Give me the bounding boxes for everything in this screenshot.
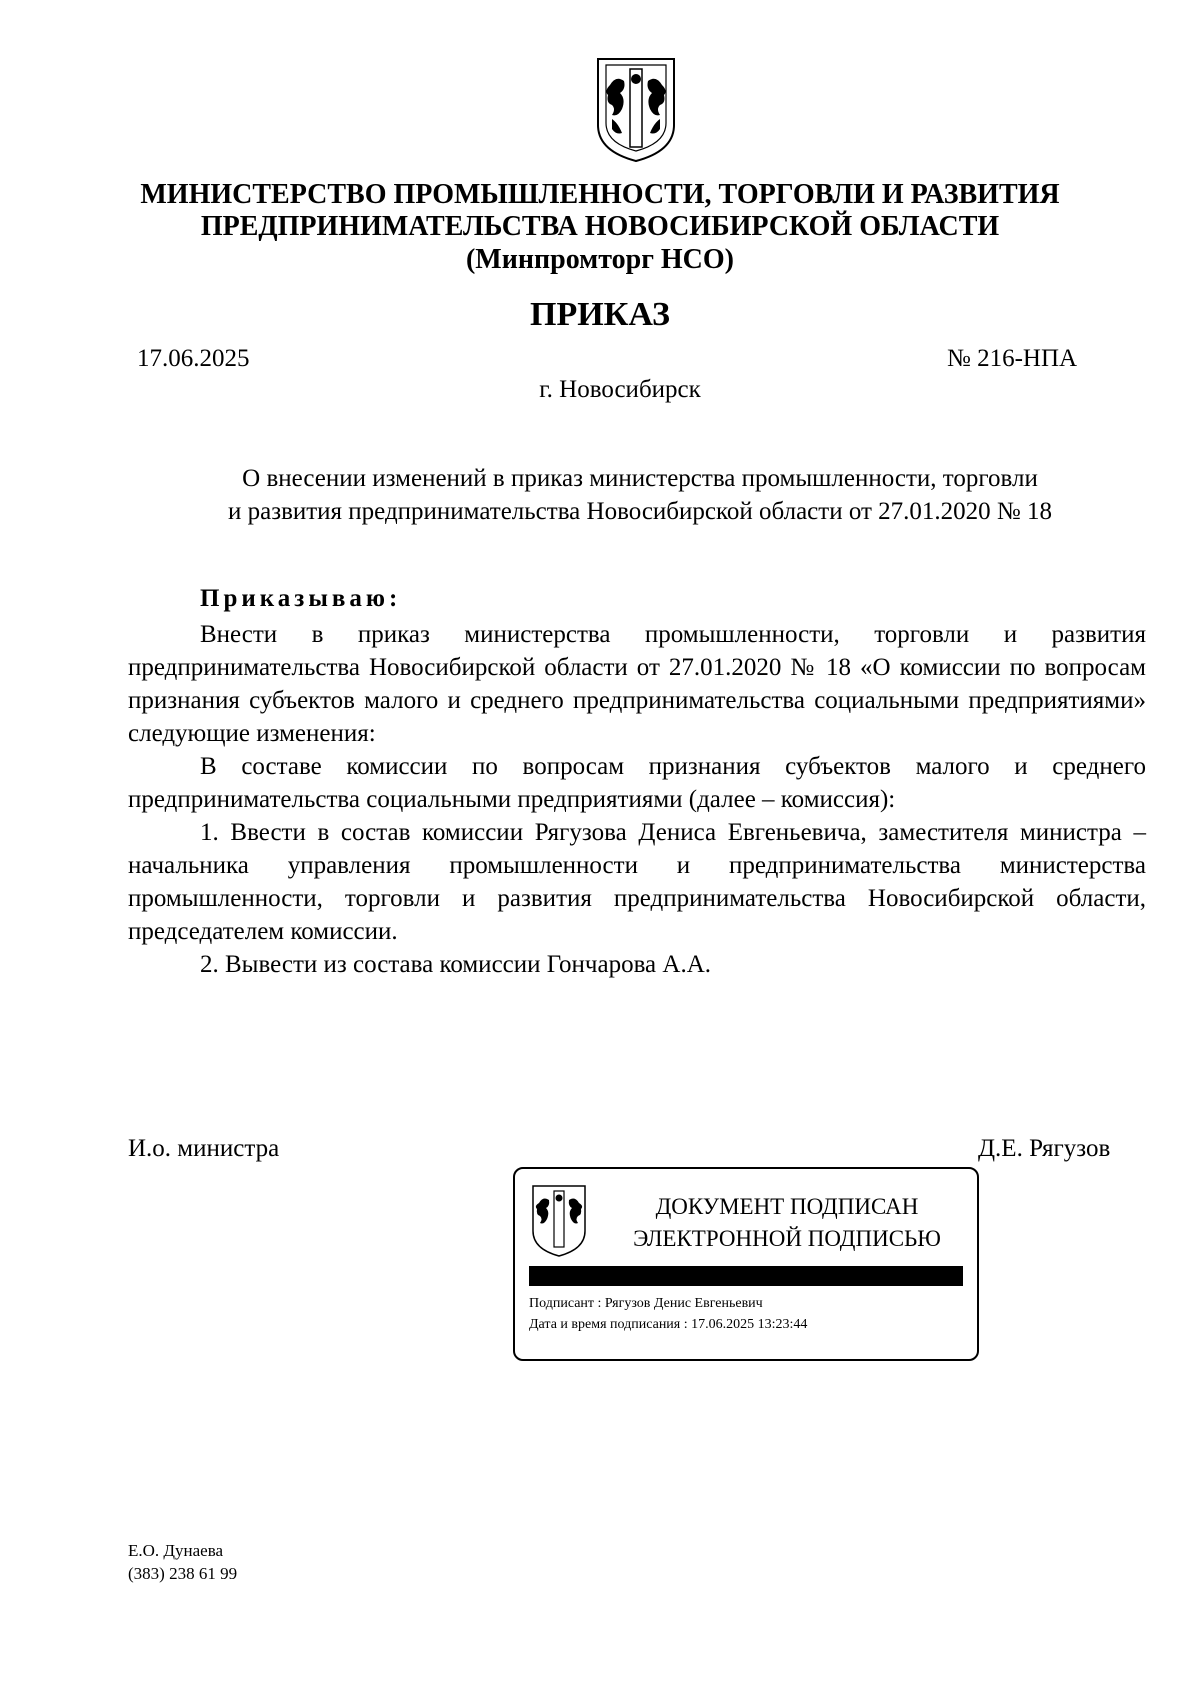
document-type-title: ПРИКАЗ bbox=[530, 296, 670, 333]
order-body bbox=[128, 618, 1146, 981]
electronic-signature-stamp bbox=[513, 1167, 979, 1361]
paragraph-item-2: 2. Вывести из состава комиссии Гончарова А.А. bbox=[200, 951, 711, 978]
order-word: Приказываю: bbox=[200, 585, 402, 612]
stamp-signer: Подписант : Рягузов Денис Евгеньевич bbox=[529, 1296, 763, 1311]
executor-phone: (383) 238 61 99 bbox=[128, 1564, 238, 1583]
document-city: г. Новосибирск bbox=[539, 376, 701, 403]
paragraph-commission: В составе комиссии по вопросам признания субъектов малого и среднего предпринимательства социальными предприятиями (далее – комиссия): bbox=[128, 753, 1146, 813]
document-number: № 216-НПА bbox=[947, 345, 1078, 372]
paragraph-item-1: 1. Ввести в состав комиссии Рягузова Дениса Евгеньевича, заместителя министра – начальника управления промышленности и предпринимательства министерства промышленности, торговли и развития предпринимательства Новосибирской области, председателем комиссии. bbox=[128, 819, 1146, 945]
stamp-datetime: Дата и время подписания : 17.06.2025 13:23:44 bbox=[529, 1317, 808, 1332]
stamp-black-bar bbox=[529, 1266, 963, 1286]
ministry-name-line-2: ПРЕДПРИНИМАТЕЛЬСТВА НОВОСИБИРСКОЙ ОБЛАСТИ bbox=[200, 211, 1000, 242]
stamp-title bbox=[607, 1191, 967, 1255]
paragraph-amendment: Внести в приказ министерства промышленности, торговли и развития предпринимательства Новосибирской области от 27.01.2020 № 18 «О комиссии по вопросам признания субъектов малого и среднего предпринимательства социальными предприятиями» следующие изменения: bbox=[128, 621, 1146, 747]
stamp-title-line-2: ЭЛЕКТРОННОЙ ПОДПИСЬЮ bbox=[633, 1226, 941, 1251]
stamp-coat-of-arms-icon bbox=[529, 1183, 589, 1259]
signer-name: Д.Е. Рягузов bbox=[978, 1135, 1111, 1162]
signer-position: И.о. министра bbox=[128, 1135, 280, 1162]
subject-line-2: и развития предпринимательства Новосибирской области от 27.01.2020 № 18 bbox=[227, 498, 1053, 525]
document-date: 17.06.2025 bbox=[137, 345, 250, 372]
subject-line-1: О внесении изменений в приказ министерства промышленности, торговли bbox=[242, 465, 1038, 492]
ministry-abbreviation: (Минпромторг НСО) bbox=[465, 244, 735, 275]
executor-name: Е.О. Дунаева bbox=[128, 1541, 224, 1560]
stamp-title-line-1: ДОКУМЕНТ ПОДПИСАН bbox=[655, 1194, 919, 1219]
ministry-name-line-1: МИНИСТЕРСТВО ПРОМЫШЛЕННОСТИ, ТОРГОВЛИ И РАЗВИТИЯ bbox=[140, 179, 1060, 210]
coat-of-arms-emblem bbox=[592, 55, 680, 165]
